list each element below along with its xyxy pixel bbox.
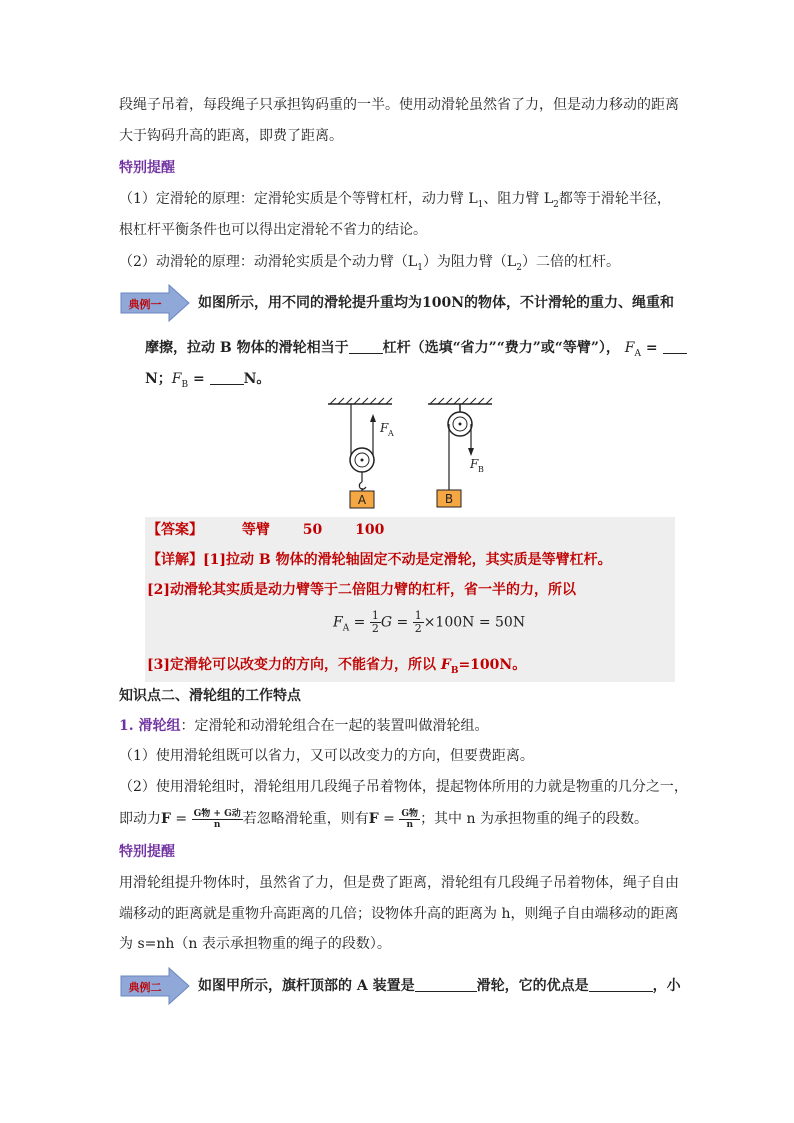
question-text: 摩擦，拉动 B 物体的滑轮相当于 bbox=[145, 340, 349, 356]
detail-text: [1]拉动 B 物体的滑轮轴固定不动是定滑轮，其实质是等臂杠杆。 bbox=[203, 552, 612, 568]
box-b-label: B bbox=[444, 492, 454, 506]
subscript: B bbox=[181, 379, 189, 390]
body-text-line bbox=[119, 808, 648, 830]
body-text: ；其中 n 为承担物重的绳子的段数。 bbox=[420, 811, 648, 827]
subscript: 1 bbox=[417, 262, 423, 273]
subscript: A bbox=[342, 623, 350, 634]
force-a-sub: A bbox=[388, 429, 394, 438]
tip-line: 用滑轮组提升物体时，虽然省了力，但是费了距离，滑轮组有几段绳子吊着物体，绳子自由 bbox=[119, 875, 679, 891]
tip-text: 都等于滑轮半径， bbox=[558, 191, 671, 207]
fraction-num: G物 + G动 bbox=[193, 808, 241, 819]
formula bbox=[333, 610, 525, 638]
fraction bbox=[370, 610, 381, 635]
question-text: 杠杆（选填“省力”“费力”或“等臂”）， bbox=[382, 340, 620, 356]
body-text-line: （1）使用滑轮组既可以省力，又可以改变力的方向，但要费距离。 bbox=[119, 748, 534, 764]
answer-blank[interactable] bbox=[415, 977, 477, 992]
fraction-num: G物 bbox=[401, 808, 419, 819]
fraction bbox=[413, 610, 424, 635]
example-badge-arrow bbox=[119, 966, 191, 1006]
subscript: 2 bbox=[516, 262, 522, 273]
example-badge-label: 典例二 bbox=[128, 981, 162, 994]
section-item bbox=[119, 716, 489, 736]
example-question-line bbox=[145, 338, 687, 364]
detail-text: =100N。 bbox=[458, 657, 527, 673]
fraction-num: 1 bbox=[371, 609, 379, 622]
subscript: 2 bbox=[553, 199, 559, 210]
body-text: 若忽略滑轮重，则有 bbox=[242, 811, 369, 827]
force-b-label: F bbox=[470, 457, 479, 471]
force-a-label: F bbox=[380, 421, 389, 435]
question-text: ，小 bbox=[652, 978, 681, 994]
box-a-label: A bbox=[357, 493, 367, 507]
equals: = bbox=[349, 614, 370, 631]
tip-text: ）二倍的杠杆。 bbox=[521, 254, 620, 270]
answer-blank[interactable] bbox=[210, 370, 244, 385]
tip-line: 端移动的距离就是重物升高距离的几倍；设物体升高的距离为 h，则绳子自由端移动的距离 bbox=[119, 906, 679, 922]
question-text: N； bbox=[145, 371, 172, 387]
answer-value: 50 bbox=[302, 522, 323, 538]
var-f: F bbox=[368, 811, 379, 827]
force-b-sub: B bbox=[478, 465, 484, 474]
section-title: 知识点二、滑轮组的工作特点 bbox=[119, 688, 301, 704]
equals: = bbox=[188, 371, 210, 387]
subscript: B bbox=[450, 665, 459, 676]
subscript: 1 bbox=[477, 199, 484, 210]
tip-text: ）为阻力臂（L bbox=[422, 254, 517, 270]
subscript: A bbox=[634, 348, 642, 359]
detail-line bbox=[147, 550, 612, 570]
example-question-line: 如图所示，用不同的滑轮提升重均为100N的物体，不计滑轮的重力、绳重和 bbox=[198, 295, 675, 311]
tip-text: （2）动滑轮的原理：动滑轮实质是个动力臂（L bbox=[119, 254, 418, 270]
tip-line: 为 s=nh（n 表示承担物重的绳子的段数）。 bbox=[119, 936, 391, 952]
detail-line bbox=[147, 655, 526, 681]
fraction-num: 1 bbox=[414, 609, 422, 622]
item-label: 1. 滑轮组 bbox=[119, 718, 181, 734]
fraction-den: 2 bbox=[371, 622, 379, 635]
var-f: F bbox=[440, 657, 451, 673]
body-text-line: （2）使用滑轮组时，滑轮组用几段绳子吊着物体，提起物体所用的力就是物重的几分之一， bbox=[119, 779, 688, 795]
detail-label: 【详解】 bbox=[147, 552, 203, 568]
var-f: F bbox=[624, 340, 635, 356]
answer-label: 【答案】 bbox=[147, 522, 203, 538]
detail-text: [3]定滑轮可以改变力的方向，不能省力，所以 bbox=[147, 657, 441, 673]
equals: = bbox=[170, 811, 192, 827]
tip-line bbox=[119, 189, 671, 215]
fraction-den: n bbox=[213, 819, 221, 830]
var-f: F bbox=[333, 614, 343, 631]
detail-line: [2]动滑轮其实质是动力臂等于二倍阻力臂的杠杆，省一半的力，所以 bbox=[147, 582, 576, 598]
item-text: ：定滑轮和动滑轮组合在一起的装置叫做滑轮组。 bbox=[180, 718, 489, 734]
equals: = bbox=[378, 811, 400, 827]
equals: = bbox=[392, 614, 413, 631]
fraction bbox=[399, 809, 420, 830]
question-text: 滑轮，它的优点是 bbox=[476, 978, 589, 994]
tip-title: 特别提醒 bbox=[119, 844, 175, 860]
body-text-line: 段绳子吊着，每段绳子只承担钩码重的一半。使用动滑轮虽然省了力，但是动力移动的距离 bbox=[119, 97, 679, 113]
equals: = bbox=[641, 340, 663, 356]
var-f: F bbox=[171, 371, 182, 387]
answer-value: 100 bbox=[355, 522, 385, 538]
tip-title: 特别提醒 bbox=[119, 160, 175, 176]
answer-blank[interactable] bbox=[349, 339, 383, 354]
answer-blank[interactable] bbox=[663, 339, 687, 354]
fraction bbox=[192, 809, 243, 830]
example-question-line bbox=[145, 369, 270, 395]
fraction-den: n bbox=[406, 819, 413, 830]
answer-blank[interactable] bbox=[589, 977, 653, 992]
formula-tail: ×100N = 50N bbox=[423, 614, 526, 631]
example-badge-arrow bbox=[119, 283, 191, 323]
body-text: 即动力 bbox=[119, 811, 161, 827]
body-text-line: 大于钩码升高的距离，即费了距离。 bbox=[119, 128, 343, 144]
tip-line: 根杠杆平衡条件也可以得出定滑轮不省力的结论。 bbox=[119, 222, 427, 238]
answer-line bbox=[147, 520, 384, 540]
pulley-figure bbox=[320, 396, 500, 510]
answer-value: 等臂 bbox=[241, 522, 270, 538]
fraction-den: 2 bbox=[414, 622, 422, 635]
var-f: F bbox=[161, 811, 171, 827]
question-text: 如图甲所示，旗杆顶部的 A 装置是 bbox=[198, 978, 415, 994]
var-g: G bbox=[380, 614, 393, 631]
question-text: N。 bbox=[243, 371, 271, 387]
tip-text: 、阻力臂 L bbox=[483, 191, 554, 207]
example-badge-label: 典例一 bbox=[128, 298, 162, 311]
tip-text: （1）定滑轮的原理：定滑轮实质是个等臂杠杆，动力臂 L bbox=[119, 191, 478, 207]
example-question-line bbox=[198, 976, 681, 996]
tip-line bbox=[119, 252, 620, 278]
